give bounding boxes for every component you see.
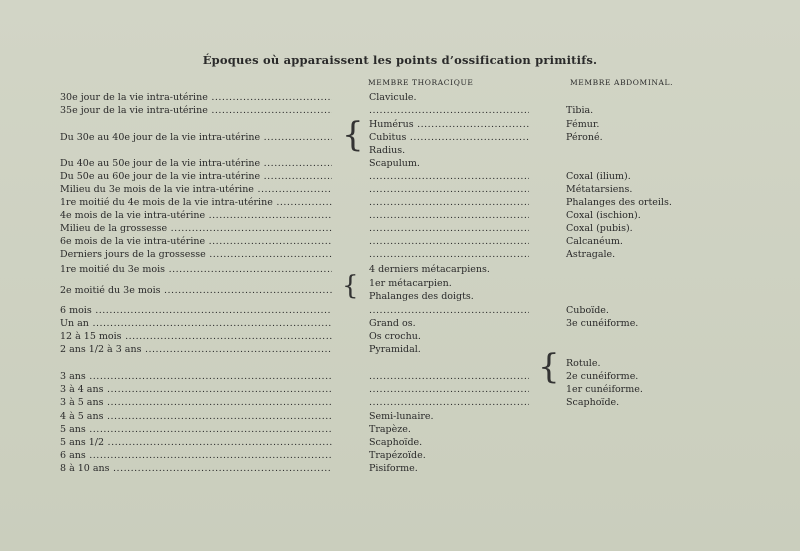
- thoracic-cell: Pisiforme.: [369, 463, 418, 474]
- epoch-cell: Milieu de la grossesse .....: [60, 222, 332, 235]
- epoch-cell: 2 ans 1/2 à 3 ans .....: [60, 343, 332, 356]
- epoch-cell: 35e jour de la vie intra-utérine .....: [60, 104, 332, 117]
- table-row: [0, 209, 800, 222]
- column-header-thoracic: MEMBRE THORACIQUE: [368, 78, 474, 87]
- epoch-cell: 3 ans .....: [60, 370, 332, 383]
- epoch-cell: 2e moitié du 3e mois .....: [60, 284, 332, 297]
- abdominal-cell: Coxal (pubis).: [566, 223, 633, 234]
- table-row: [0, 222, 800, 235]
- epoch-cell: 30e jour de la vie intra-utérine .....: [60, 91, 332, 104]
- thoracic-cell: Phalanges des doigts.: [369, 291, 474, 302]
- thoracic-cell: Semi-lunaire.: [369, 411, 434, 422]
- thoracic-cell: [369, 248, 529, 261]
- abdominal-cell: 2e cunéiforme.: [566, 371, 639, 382]
- table-row: [0, 157, 800, 170]
- epoch-cell: Derniers jours de la grossesse .....: [60, 248, 332, 261]
- epoch-cell: 4 à 5 ans .....: [60, 410, 332, 423]
- abdominal-cell: Fémur.: [566, 119, 600, 130]
- table-row: [0, 330, 800, 343]
- abdominal-cell: Rotule.: [566, 358, 601, 369]
- abdominal-cell: Péroné.: [566, 132, 603, 143]
- thoracic-cell: [369, 104, 529, 117]
- abdominal-cell: Cuboïde.: [566, 305, 609, 316]
- epoch-cell: 1re moitié du 3e mois .....: [60, 263, 332, 276]
- thoracic-cell: [369, 396, 529, 409]
- thoracic-cell: [369, 209, 529, 222]
- thoracic-cell: Trapèze.: [369, 424, 411, 435]
- thoracic-cell: Clavicule.: [369, 92, 417, 103]
- thoracic-cell: [369, 370, 529, 383]
- table-row: [0, 357, 800, 370]
- epoch-cell: 3 à 4 ans .....: [60, 383, 332, 396]
- table-row: [0, 410, 800, 423]
- table-row: [0, 436, 800, 449]
- thoracic-cell: [369, 235, 529, 248]
- abdominal-cell: 3e cunéiforme.: [566, 318, 639, 329]
- table-row: [0, 118, 800, 131]
- abdominal-cell: Coxal (ischion).: [566, 210, 641, 221]
- thoracic-cell: Scapulum.: [369, 158, 420, 169]
- thoracic-cell: [369, 183, 529, 196]
- abdominal-cell: 1er cunéiforme.: [566, 384, 643, 395]
- thoracic-cell: Grand os.: [369, 318, 416, 329]
- abdominal-cell: Scaphoïde.: [566, 397, 620, 408]
- table-row: [0, 196, 800, 209]
- page-title: Époques où apparaissent les points d’ossification primitifs.: [202, 53, 598, 67]
- epoch-cell: Un an .....: [60, 317, 332, 330]
- epoch-cell: 12 à 15 mois .....: [60, 330, 332, 343]
- thoracic-cell: [369, 196, 529, 209]
- table-row: [0, 104, 800, 117]
- abdominal-cell: Astragale.: [566, 249, 616, 260]
- thoracic-cell: 1er métacarpien.: [369, 278, 452, 289]
- thoracic-cell: [369, 170, 529, 183]
- table-row: [0, 449, 800, 462]
- abdominal-cell: Calcanéum.: [566, 236, 623, 247]
- abdominal-cell: Coxal (ilium).: [566, 171, 631, 182]
- table-row: [0, 317, 800, 330]
- thoracic-cell: Os crochu.: [369, 331, 421, 342]
- thoracic-cell: Radius.: [369, 145, 406, 156]
- thoracic-cell: Pyramidal.: [369, 344, 421, 355]
- table-row: [0, 396, 800, 409]
- epoch-cell: 6 mois .....: [60, 304, 332, 317]
- table-row: [0, 304, 800, 317]
- table-row: [0, 423, 800, 436]
- column-header-abdominal: MEMBRE ABDOMINAL.: [570, 78, 674, 87]
- table-row: [0, 170, 800, 183]
- epoch-cell: 3 à 5 ans .....: [60, 396, 332, 409]
- brace-metacarpal: {: [342, 271, 359, 301]
- table-row: [0, 383, 800, 396]
- thoracic-cell: [369, 383, 529, 396]
- epoch-cell: Du 30e au 40e jour de la vie intra-utérine .....: [60, 131, 332, 144]
- table-row: [0, 131, 800, 144]
- table-row: [0, 144, 800, 157]
- epoch-cell: 1re moitié du 4e mois de la vie intra-utérine .....: [60, 196, 332, 209]
- table-row: [0, 370, 800, 383]
- table-row: [0, 91, 800, 104]
- brace-thoracic-bones: {: [342, 115, 364, 155]
- table-row: [0, 263, 800, 276]
- epoch-cell: Milieu du 3e mois de la vie intra-utérine .....: [60, 183, 332, 196]
- thoracic-cell: Humérus .....: [369, 118, 529, 131]
- epoch-cell: 6 ans .....: [60, 449, 332, 462]
- table-row: [0, 290, 800, 303]
- epoch-cell: 8 à 10 ans .....: [60, 462, 332, 475]
- thoracic-cell: [369, 304, 529, 317]
- table-row: [0, 183, 800, 196]
- abdominal-cell: Tibia.: [566, 105, 594, 116]
- thoracic-cell: Trapézoïde.: [369, 450, 426, 461]
- thoracic-cell: Scaphoïde.: [369, 437, 423, 448]
- epoch-cell: 5 ans 1/2 .....: [60, 436, 332, 449]
- abdominal-cell: Phalanges des orteils.: [566, 197, 672, 208]
- thoracic-cell: [369, 222, 529, 235]
- epoch-cell: Du 40e au 50e jour de la vie intra-utérine .....: [60, 157, 332, 170]
- brace-tarsal: {: [538, 347, 560, 387]
- thoracic-cell: Cubitus .....: [369, 131, 529, 144]
- epoch-cell: 6e mois de la vie intra-utérine .....: [60, 235, 332, 248]
- epoch-cell: Du 50e au 60e jour de la vie intra-utérine .....: [60, 170, 332, 183]
- table-row: [0, 235, 800, 248]
- epoch-cell: 5 ans .....: [60, 423, 332, 436]
- table-row: [0, 343, 800, 356]
- table-row: [0, 462, 800, 475]
- table-row: [0, 248, 800, 261]
- abdominal-cell: Métatarsiens.: [566, 184, 633, 195]
- epoch-cell: 4e mois de la vie intra-utérine .....: [60, 209, 332, 222]
- thoracic-cell: 4 derniers métacarpiens.: [369, 264, 490, 275]
